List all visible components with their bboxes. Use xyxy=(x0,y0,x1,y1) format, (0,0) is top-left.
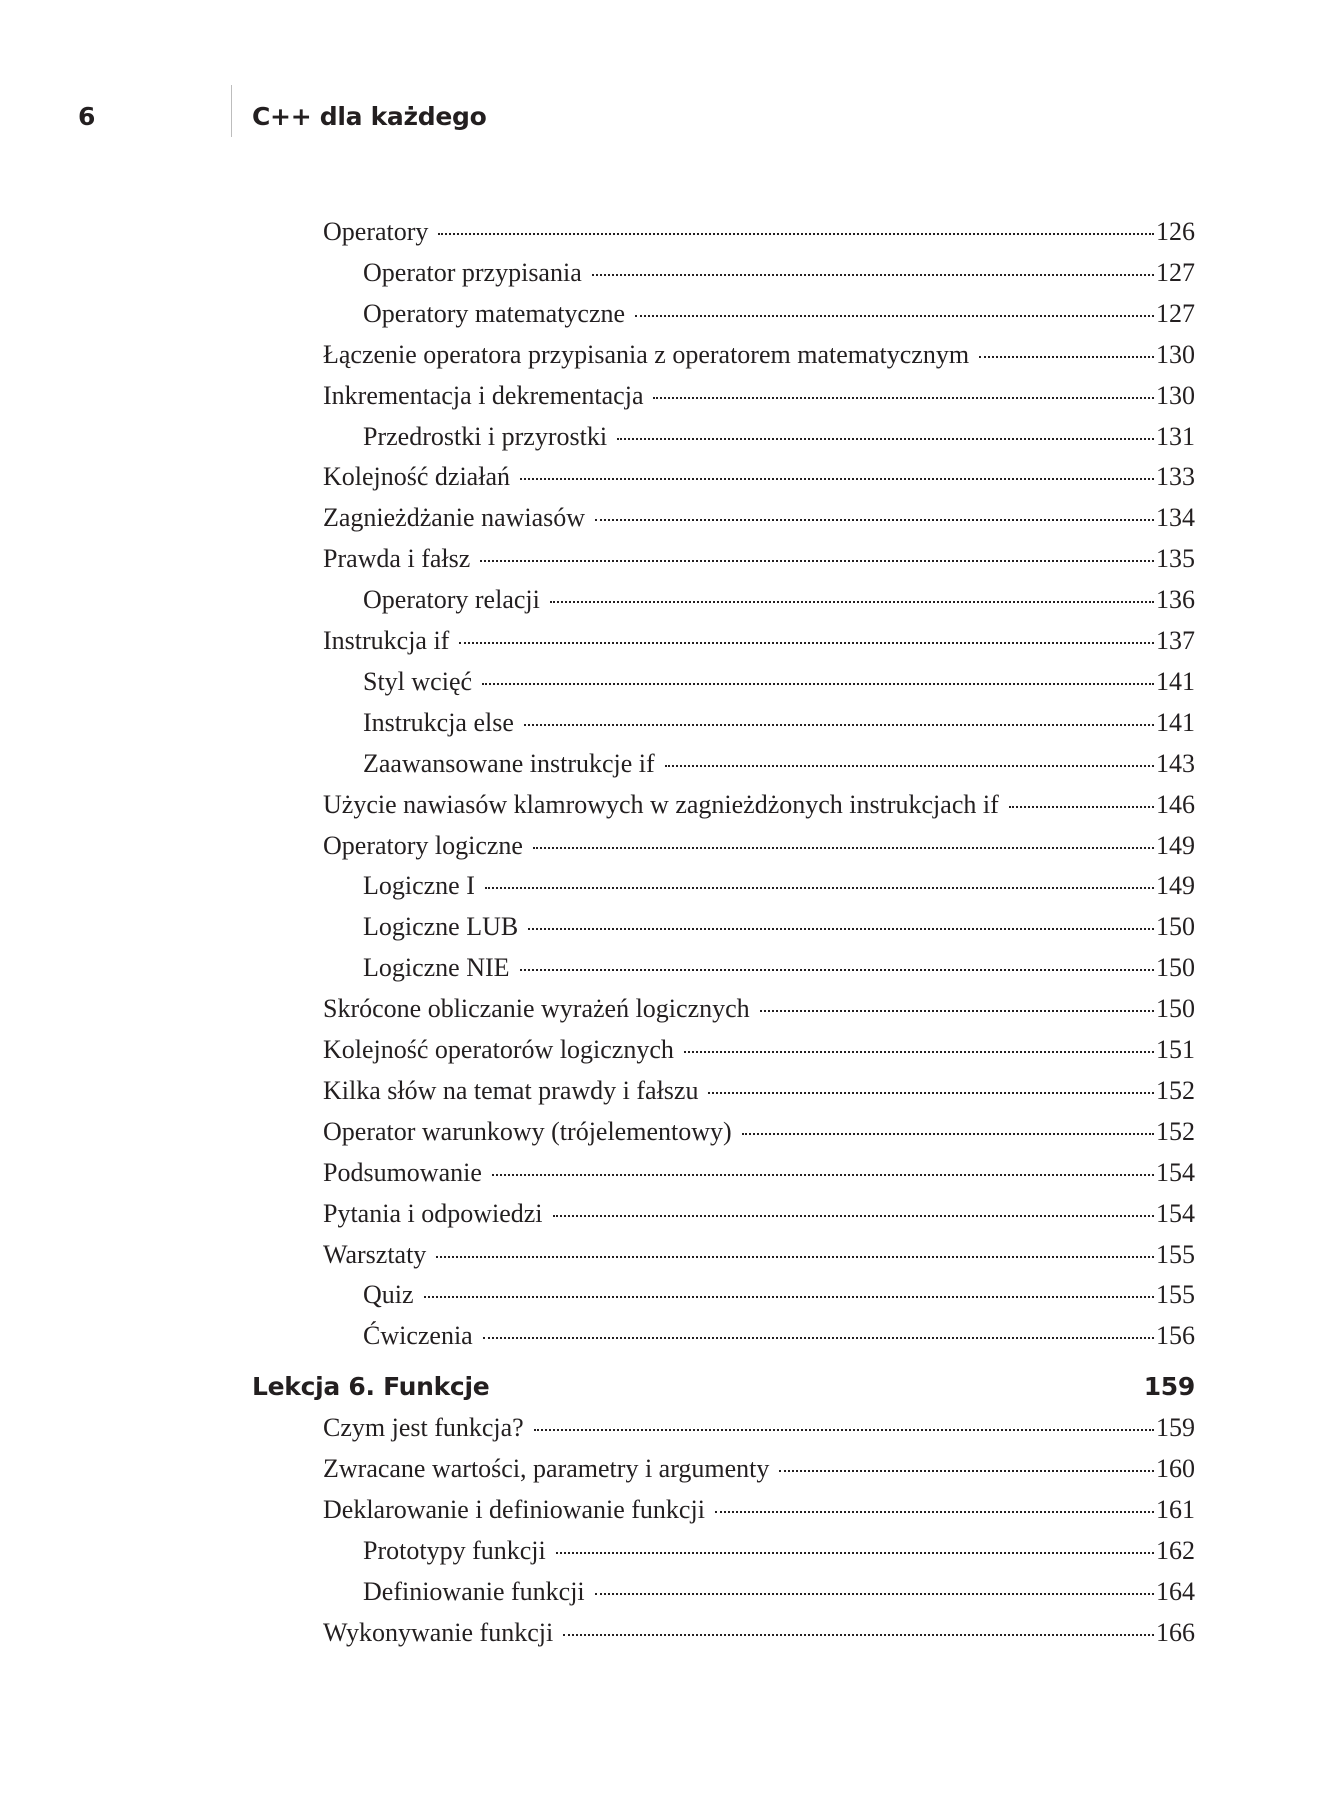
toc-entry xyxy=(363,947,1195,988)
dot-leader xyxy=(742,1133,1154,1135)
toc-entry-page: 130 xyxy=(1156,339,1195,369)
toc-entry xyxy=(323,1152,1195,1193)
toc-entry-page: 141 xyxy=(1156,707,1195,737)
dot-leader xyxy=(1009,806,1154,808)
dot-leader xyxy=(528,928,1154,930)
chapter-page: 159 xyxy=(1143,1372,1195,1402)
chapter-heading xyxy=(252,1366,1195,1407)
toc-entry xyxy=(363,865,1195,906)
toc-entry-title: Skrócone obliczanie wyrażeń logicznych xyxy=(323,994,750,1024)
toc-entry-page: 149 xyxy=(1156,871,1195,901)
toc-entry-page: 146 xyxy=(1156,789,1195,819)
toc-entry-page: 154 xyxy=(1156,1198,1195,1228)
dot-leader xyxy=(595,519,1154,521)
toc-entry-title: Operatory xyxy=(323,217,429,246)
dot-leader xyxy=(653,397,1154,399)
toc-entry-title: Deklarowanie i definiowanie funkcji xyxy=(323,1494,705,1524)
toc-entry-title: Ćwiczenia xyxy=(363,1321,473,1351)
toc-entry xyxy=(323,825,1195,866)
toc-entry-page: 136 xyxy=(1156,585,1195,615)
dot-leader xyxy=(595,1593,1154,1595)
dot-leader xyxy=(708,1092,1154,1094)
toc-entry-page: 149 xyxy=(1156,830,1195,860)
toc-entry-title: Operatory relacji xyxy=(363,585,540,615)
dot-leader xyxy=(520,478,1154,480)
dot-leader xyxy=(483,1337,1154,1339)
toc-entry-title: Logiczne LUB xyxy=(363,912,519,942)
dot-leader xyxy=(715,1511,1154,1513)
toc-entry-page: 154 xyxy=(1156,1157,1195,1187)
toc-entry xyxy=(323,211,1195,252)
toc-entry-title: Logiczne I xyxy=(363,871,475,901)
dot-leader xyxy=(485,887,1154,889)
toc-entry xyxy=(323,1234,1195,1275)
chapter-title: Lekcja 6. Funkcje xyxy=(252,1372,490,1402)
dot-leader xyxy=(480,560,1154,562)
toc-entry-page: 133 xyxy=(1156,462,1195,492)
page-number: 6 xyxy=(78,102,96,131)
toc-entry-page: 159 xyxy=(1156,1413,1195,1443)
toc-entry-title: Prawda i fałsz xyxy=(323,544,471,574)
toc-entry xyxy=(363,416,1195,457)
toc-entry-title: Styl wcięć xyxy=(363,666,473,696)
toc-entry xyxy=(363,743,1195,784)
toc-entry xyxy=(363,1274,1195,1315)
toc-entry xyxy=(363,661,1195,702)
toc-entry-title: Zagnieżdżanie nawiasów xyxy=(323,503,586,533)
toc-entry-title: Inkrementacja i dekrementacja xyxy=(323,380,644,410)
dot-leader xyxy=(482,683,1154,685)
dot-leader xyxy=(592,274,1154,276)
toc-entry-title: Kolejność działań xyxy=(323,462,510,492)
dot-leader xyxy=(563,1634,1154,1636)
toc-entry-title: Operator przypisania xyxy=(363,257,582,287)
toc-entry-title: Prototypy funkcji xyxy=(363,1535,546,1565)
toc-entry-page: 152 xyxy=(1156,1075,1195,1105)
toc-entry-page: 143 xyxy=(1156,748,1195,778)
dot-leader xyxy=(424,1296,1154,1298)
toc-entry-title: Instrukcja else xyxy=(363,707,514,737)
toc-entry-title: Kilka słów na temat prawdy i fałszu xyxy=(323,1075,699,1105)
toc-entry xyxy=(323,1407,1195,1448)
toc-entry-title: Łączenie operatora przypisania z operatorem matematycznym xyxy=(323,339,970,369)
toc-entry xyxy=(363,906,1195,947)
toc-entry xyxy=(363,1530,1195,1571)
toc-entry-page: 134 xyxy=(1156,503,1195,533)
toc-entry-page: 155 xyxy=(1156,1280,1195,1310)
toc-entry-title: Przedrostki i przyrostki xyxy=(363,421,608,451)
dot-leader xyxy=(635,315,1154,317)
dot-leader xyxy=(459,642,1154,644)
toc-entry xyxy=(323,1489,1195,1530)
toc-entry-page: 156 xyxy=(1156,1321,1195,1351)
toc-entry-title: Pytania i odpowiedzi xyxy=(323,1198,543,1228)
book-title: C++ dla każdego xyxy=(252,102,487,131)
toc-entry-page: 126 xyxy=(1156,217,1195,246)
dot-leader xyxy=(779,1470,1154,1472)
toc-entry-title: Logiczne NIE xyxy=(363,953,510,983)
toc-entry-title: Definiowanie funkcji xyxy=(363,1576,585,1606)
dot-leader xyxy=(524,724,1154,726)
toc-entry xyxy=(323,784,1195,825)
dot-leader xyxy=(492,1174,1154,1176)
toc-entry-title: Czym jest funkcja? xyxy=(323,1413,524,1443)
dot-leader xyxy=(617,438,1154,440)
dot-leader xyxy=(979,356,1154,358)
toc-entry xyxy=(363,1571,1195,1612)
toc-entry xyxy=(323,1612,1195,1653)
toc-entry xyxy=(323,1111,1195,1152)
toc-entry-page: 151 xyxy=(1156,1035,1195,1064)
toc-entry xyxy=(363,252,1195,293)
dot-leader xyxy=(553,1215,1154,1217)
toc-entry-title: Zwracane wartości, parametry i argumenty xyxy=(323,1454,770,1483)
toc-entry-page: 155 xyxy=(1156,1239,1195,1269)
dot-leader xyxy=(533,847,1154,849)
dot-leader xyxy=(556,1552,1154,1554)
toc-entry-page: 131 xyxy=(1156,421,1195,451)
toc-entry-page: 152 xyxy=(1156,1116,1195,1146)
toc-entry-title: Instrukcja if xyxy=(323,626,450,655)
dot-leader xyxy=(534,1429,1154,1431)
toc-entry xyxy=(323,1448,1195,1489)
dot-leader xyxy=(665,765,1154,767)
toc-entry-page: 160 xyxy=(1156,1454,1195,1483)
toc-entry xyxy=(323,375,1195,416)
dot-leader xyxy=(436,1256,1154,1258)
toc-entry-title: Zaawansowane instrukcje if xyxy=(363,748,655,778)
toc-entry xyxy=(363,702,1195,743)
toc-entry xyxy=(323,988,1195,1029)
toc-entry xyxy=(323,497,1195,538)
toc-entry-page: 141 xyxy=(1156,666,1195,696)
toc-entry-page: 127 xyxy=(1156,298,1195,328)
toc-entry-title: Operatory logiczne xyxy=(323,830,523,860)
toc-entry-page: 135 xyxy=(1156,544,1195,574)
toc-entry xyxy=(323,620,1195,661)
toc-entry-page: 150 xyxy=(1156,994,1195,1024)
toc-entry-page: 127 xyxy=(1156,257,1195,287)
dot-leader xyxy=(520,969,1154,971)
toc-entry xyxy=(363,293,1195,334)
toc-entry-title: Wykonywanie funkcji xyxy=(323,1617,554,1647)
toc-entry-page: 161 xyxy=(1156,1494,1195,1524)
toc-entry-page: 150 xyxy=(1156,953,1195,983)
toc-entry-title: Operatory matematyczne xyxy=(363,298,626,328)
toc-entry-title: Kolejność operatorów logicznych xyxy=(323,1035,674,1064)
toc-entry-page: 137 xyxy=(1156,626,1195,655)
toc-entry xyxy=(323,1070,1195,1111)
toc-entry-page: 162 xyxy=(1156,1535,1195,1565)
toc-entry-page: 150 xyxy=(1156,912,1195,942)
toc-entry xyxy=(323,538,1195,579)
header-divider xyxy=(231,85,232,137)
dot-leader xyxy=(684,1051,1154,1053)
toc-entry xyxy=(323,456,1195,497)
toc-entry-title: Warsztaty xyxy=(323,1239,427,1269)
toc-entry-title: Podsumowanie xyxy=(323,1157,482,1187)
toc-entry-title: Operator warunkowy (trójelementowy) xyxy=(323,1116,732,1146)
toc-entry-page: 164 xyxy=(1156,1576,1195,1606)
dot-leader xyxy=(438,233,1154,235)
dot-leader xyxy=(550,601,1154,603)
toc-entry xyxy=(363,579,1195,620)
toc-entry xyxy=(323,1029,1195,1070)
toc-entry-page: 130 xyxy=(1156,380,1195,410)
toc-entry-title: Użycie nawiasów klamrowych w zagnieżdżonych instrukcjach if xyxy=(323,789,999,819)
dot-leader xyxy=(760,1010,1154,1012)
toc-entry xyxy=(363,1315,1195,1356)
toc-entry-page: 166 xyxy=(1156,1617,1195,1647)
toc-entry xyxy=(323,1193,1195,1234)
toc-entry xyxy=(323,334,1195,375)
toc-entry-title: Quiz xyxy=(363,1280,414,1310)
